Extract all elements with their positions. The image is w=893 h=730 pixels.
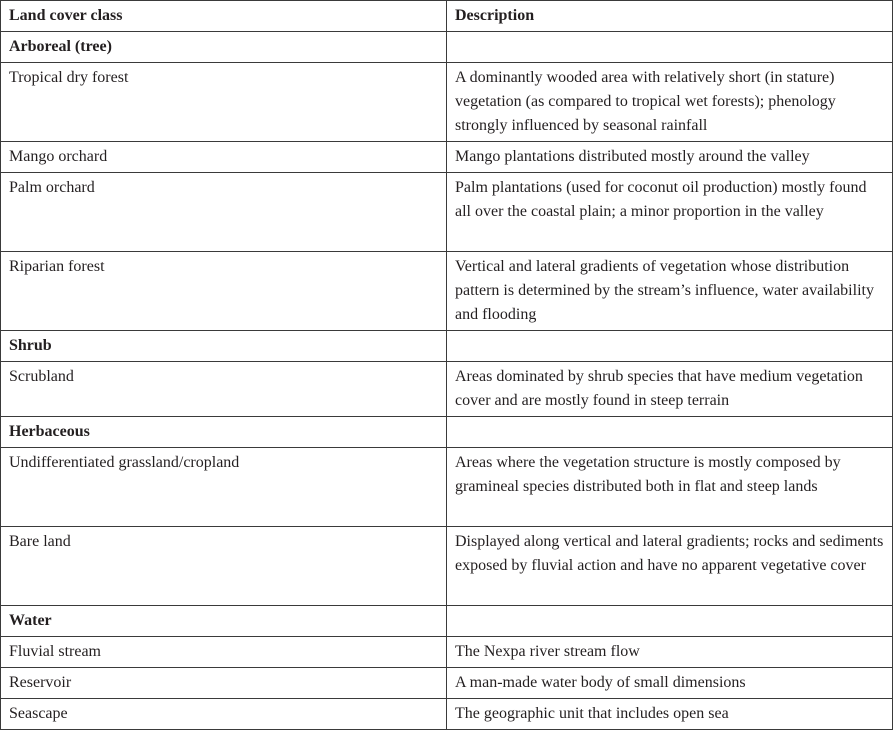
description-cell: Mango plantations distributed mostly around the valley — [447, 142, 893, 173]
description-cell — [447, 331, 893, 362]
class-cell: Mango orchard — [1, 142, 447, 173]
class-cell: Riparian forest — [1, 252, 447, 331]
group-label: Arboreal (tree) — [1, 32, 447, 63]
table-header-row — [1, 1, 893, 32]
table-group-row — [1, 606, 893, 637]
table-row — [1, 252, 893, 331]
table-group-row — [1, 417, 893, 448]
description-cell: Displayed along vertical and lateral gradients; rocks and sediments exposed by fluvial action and have no apparent vegetative cover — [447, 527, 893, 606]
table-row — [1, 527, 893, 606]
table-group-row — [1, 32, 893, 63]
description-cell: Palm plantations (used for coconut oil production) mostly found all over the coastal plain; a minor proportion in the valley — [447, 173, 893, 252]
table-row — [1, 362, 893, 417]
description-cell: A dominantly wooded area with relatively short (in stature) vegetation (as compared to tropical wet forests); phenology strongly influenced by seasonal rainfall — [447, 63, 893, 142]
table-row — [1, 668, 893, 699]
table-row — [1, 448, 893, 527]
group-label: Shrub — [1, 331, 447, 362]
table-row — [1, 699, 893, 730]
description-cell — [447, 606, 893, 637]
class-cell: Undifferentiated grassland/cropland — [1, 448, 447, 527]
description-cell — [447, 417, 893, 448]
description-cell: Vertical and lateral gradients of vegetation whose distribution pattern is determined by the stream’s influence, water availability and flooding — [447, 252, 893, 331]
class-cell: Fluvial stream — [1, 637, 447, 668]
description-cell: The Nexpa river stream flow — [447, 637, 893, 668]
description-cell — [447, 32, 893, 63]
class-cell: Seascape — [1, 699, 447, 730]
class-cell: Tropical dry forest — [1, 63, 447, 142]
description-cell: The geographic unit that includes open sea — [447, 699, 893, 730]
table-row — [1, 637, 893, 668]
table-group-row — [1, 331, 893, 362]
description-cell: A man-made water body of small dimensions — [447, 668, 893, 699]
class-cell: Bare land — [1, 527, 447, 606]
column-header-description: Description — [447, 1, 893, 32]
column-header-land-cover-class: Land cover class — [1, 1, 447, 32]
class-cell: Scrubland — [1, 362, 447, 417]
description-cell: Areas dominated by shrub species that have medium vegetation cover and are mostly found in steep terrain — [447, 362, 893, 417]
class-cell: Reservoir — [1, 668, 447, 699]
group-label: Herbaceous — [1, 417, 447, 448]
table-row — [1, 63, 893, 142]
group-label: Water — [1, 606, 447, 637]
table-row — [1, 142, 893, 173]
description-cell: Areas where the vegetation structure is mostly composed by gramineal species distributed both in flat and steep lands — [447, 448, 893, 527]
table-row — [1, 173, 893, 252]
class-cell: Palm orchard — [1, 173, 447, 252]
